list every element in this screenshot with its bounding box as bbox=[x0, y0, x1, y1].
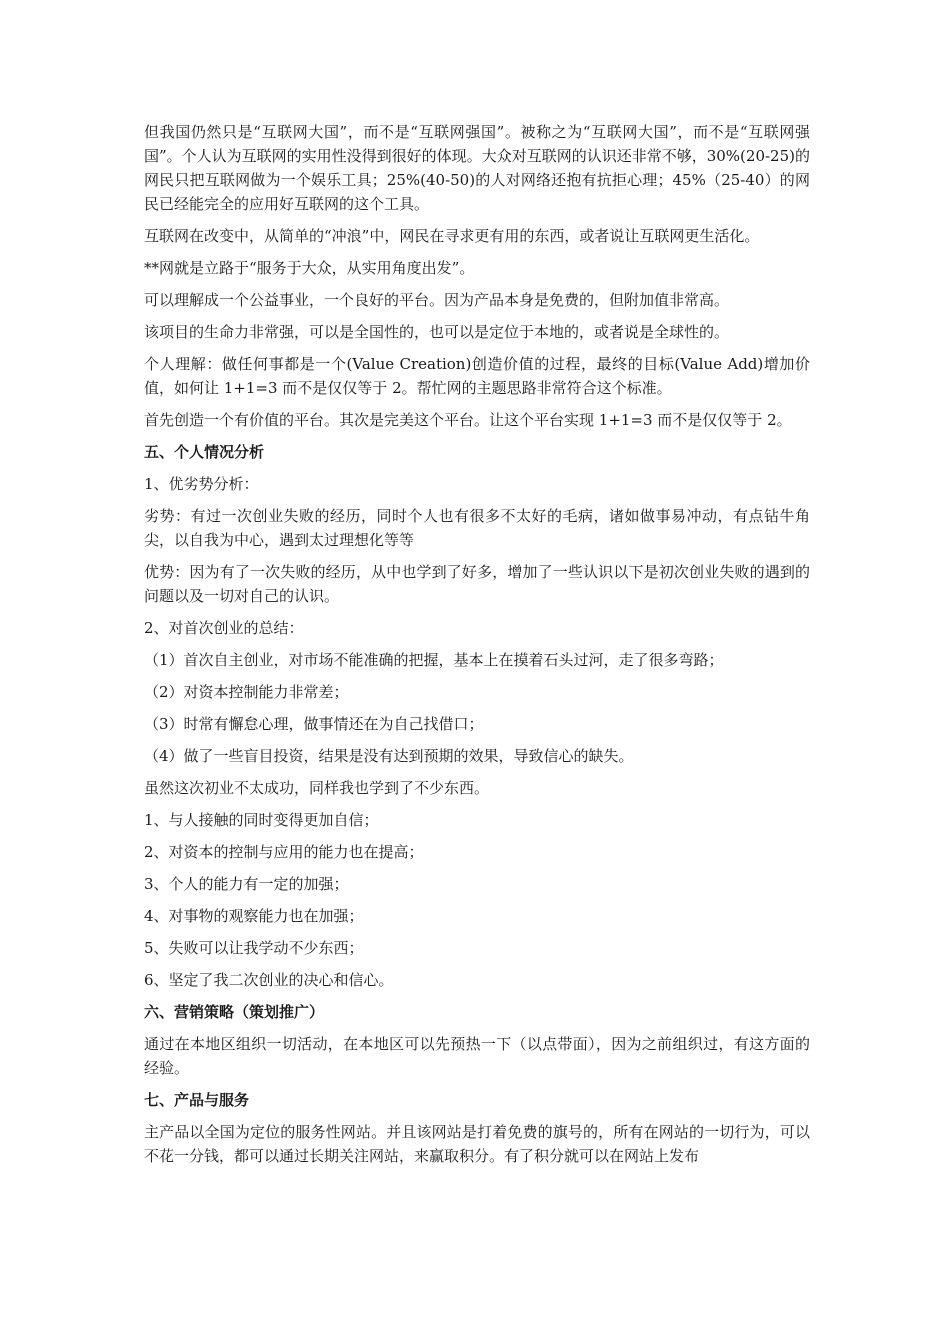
paragraph: 个人理解：做任何事都是一个(Value Creation)创造价值的过程，最终的目标(Value Add)增加价值，如何让 1+1=3 而不是仅仅等于 2。帮忙网的主题思路非常符合这个标准。 bbox=[144, 355, 810, 397]
paragraph: 该项目的生命力非常强，可以是全国性的，也可以是定位于本地的，或者说是全球性的。 bbox=[144, 323, 730, 341]
paragraph: 但我国仍然只是“互联网大国”，而不是“互联网强国”。被称之为“互联网大国”，而不是“互联网强国”。个人认为互联网的实用性没得到很好的体现。大众对互联网的认识还非常不够，30%(20-25)的网民只把互联网做为一个娱乐工具；25%(40-50)的人对网络还抱有抗拒心理；45%（25-40）的网民已经能完全的应用好互联网的这个工具。 bbox=[144, 123, 810, 213]
subsection-label: 2、对首次创业的总结： bbox=[144, 619, 304, 637]
section-heading: 七、产品与服务 bbox=[144, 1091, 250, 1109]
paragraph: 首先创造一个有价值的平台。其次是完美这个平台。让这个平台实现 1+1=3 而不是仅仅等于 2。 bbox=[144, 411, 792, 429]
paragraph: 可以理解成一个公益事业，一个良好的平台。因为产品本身是免费的，但附加值非常高。 bbox=[144, 291, 730, 309]
paragraph: 优势：因为有了一次失败的经历，从中也学到了好多，增加了一些认识以下是初次创业失败的遇到的问题以及一切对自己的认识。 bbox=[144, 563, 810, 605]
list-item: 1、与人接触的同时变得更加自信； bbox=[144, 811, 379, 829]
section-heading: 五、个人情况分析 bbox=[144, 443, 265, 461]
list-item: 6、坚定了我二次创业的决心和信心。 bbox=[144, 971, 394, 989]
list-item: （4）做了一些盲目投资，结果是没有达到预期的效果，导致信心的缺失。 bbox=[144, 747, 634, 765]
paragraph: 主产品以全国为定位的服务性网站。并且该网站是打着免费的旗号的，所有在网站的一切行为，可以不花一分钱，都可以通过长期关注网站，来赢取积分。有了积分就可以在网站上发布 bbox=[144, 1123, 810, 1165]
paragraph: 劣势：有过一次创业失败的经历，同时个人也有很多不太好的毛病，诸如做事易冲动，有点钻牛角尖，以自我为中心，遇到太过理想化等等 bbox=[144, 507, 810, 549]
list-item: 2、对资本的控制与应用的能力也在提高； bbox=[144, 843, 424, 861]
paragraph: **网就是立路于“服务于大众，从实用角度出发”。 bbox=[144, 259, 475, 277]
paragraph: 虽然这次初业不太成功，同样我也学到了不少东西。 bbox=[144, 779, 490, 797]
list-item: 5、失败可以让我学动不少东西； bbox=[144, 939, 364, 957]
paragraph: 通过在本地区组织一切活动，在本地区可以先预热一下（以点带面），因为之前组织过，有这方面的经验。 bbox=[144, 1035, 810, 1077]
subsection-label: 1、优劣势分析： bbox=[144, 475, 259, 493]
section-heading: 六、营销策略（策划推广） bbox=[144, 1003, 325, 1021]
list-item: 4、对事物的观察能力也在加强； bbox=[144, 907, 364, 925]
paragraph: 互联网在改变中，从简单的“冲浪”中，网民在寻求更有用的东西，或者说让互联网更生活化。 bbox=[144, 227, 760, 245]
list-item: （1）首次自主创业，对市场不能准确的把握，基本上在摸着石头过河，走了很多弯路； bbox=[144, 651, 724, 669]
document-body bbox=[144, 120, 810, 1176]
list-item: （3）时常有懈怠心理，做事情还在为自己找借口； bbox=[144, 715, 484, 733]
list-item: 3、个人的能力有一定的加强； bbox=[144, 875, 349, 893]
list-item: （2）对资本控制能力非常差； bbox=[144, 683, 349, 701]
